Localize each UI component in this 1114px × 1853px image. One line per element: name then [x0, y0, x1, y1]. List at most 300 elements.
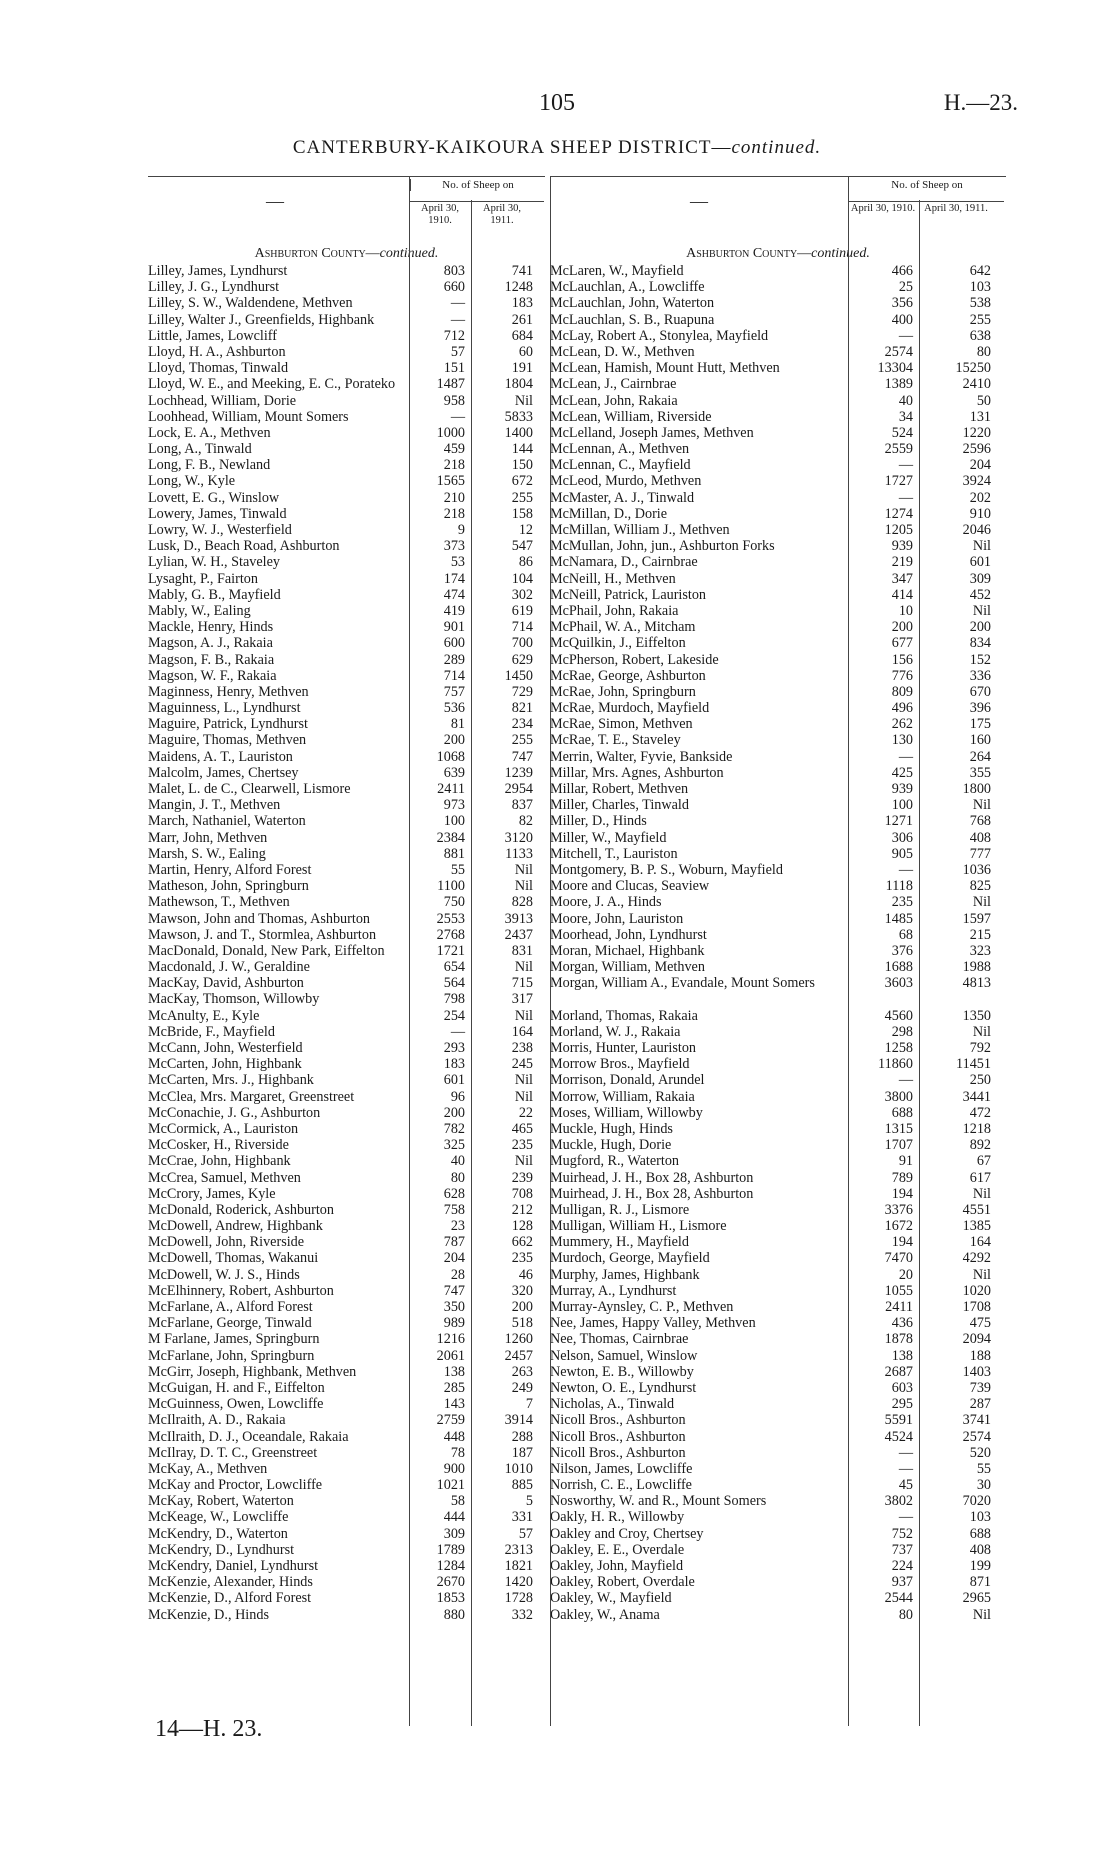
sheep-1910: 218	[443, 457, 465, 474]
owner-name: Mably, W., Ealing	[148, 602, 251, 619]
sheep-1910: 1315	[884, 1120, 913, 1137]
owner-name: McMillan, D., Dorie	[550, 505, 668, 522]
owner-name: Moore and Clucas, Seaview	[550, 878, 710, 895]
sheep-1910: 1000	[436, 424, 465, 441]
sheep-1911: 892	[969, 1137, 991, 1154]
table-row	[148, 1089, 545, 1105]
sheep-1911: 1220	[962, 424, 991, 441]
owner-name: Maguinness, L., Lyndhurst	[148, 700, 301, 717]
sheep-1911: 2046	[962, 522, 991, 538]
table-row	[550, 538, 1006, 554]
table-row	[550, 554, 1006, 570]
owner-name: Maguire, Thomas, Methven	[148, 732, 307, 749]
owner-name: McRae, T. E., Staveley	[550, 732, 681, 749]
sheep-1911: 1385	[962, 1218, 991, 1235]
sheep-1910: —	[450, 1023, 465, 1040]
table-row	[550, 846, 1006, 862]
sheep-1910: 138	[443, 1363, 465, 1380]
table-row	[550, 457, 1006, 473]
sheep-1911: Nil	[514, 392, 533, 409]
owner-name: MacDonald, Donald, New Park, Eiffelton	[148, 942, 385, 959]
table-row	[148, 1542, 545, 1558]
table-row	[148, 991, 545, 1007]
owner-name: Nicoll Bros., Ashburton	[550, 1444, 686, 1461]
sheep-1910: 787	[443, 1234, 465, 1251]
table-row	[148, 894, 545, 910]
sheep-1910: 68	[898, 926, 913, 943]
sheep-1910: 419	[443, 602, 465, 619]
table-row	[550, 1024, 1006, 1040]
owner-name: McPhail, W. A., Mitcham	[550, 619, 696, 636]
sheep-1910: —	[898, 489, 913, 506]
owner-name: McKendry, Daniel, Lyndhurst	[148, 1558, 319, 1574]
sheep-1911: Nil	[972, 894, 991, 911]
owner-name: Oakley, John, Mayfield	[550, 1558, 684, 1575]
sheep-1910: 688	[891, 1104, 913, 1121]
table-row	[148, 878, 545, 894]
sheep-1911: 191	[511, 360, 533, 377]
left-header-1911: April 30, 1911.	[483, 203, 521, 226]
table-row	[550, 1040, 1006, 1056]
table-row	[148, 441, 545, 457]
sheep-1910: 1789	[436, 1541, 465, 1558]
sheep-1910: 58	[450, 1493, 465, 1510]
owner-name: McLean, Hamish, Mount Hutt, Methven	[550, 360, 780, 377]
owner-name: Miller, D., Hinds	[550, 813, 647, 830]
page-number: 105	[539, 90, 575, 116]
sheep-1910: 803	[443, 263, 465, 279]
table-row	[148, 1040, 545, 1056]
owner-name: Moses, William, Willowby	[550, 1104, 703, 1121]
sheep-1911: 255	[511, 489, 533, 506]
sheep-1910: 1487	[436, 376, 465, 393]
sheep-1911: 80	[976, 343, 991, 360]
owner-name: Oakley, W., Mayfield	[550, 1590, 672, 1607]
table-row	[148, 1234, 545, 1250]
sheep-1910: 757	[443, 683, 465, 700]
table-row	[148, 344, 545, 360]
owner-name: McNeill, Patrick, Lauriston	[550, 586, 707, 603]
sheep-1911: 688	[969, 1525, 991, 1542]
owner-name: Magson, F. B., Rakaia	[148, 651, 275, 668]
owner-name: Lloyd, Thomas, Tinwald	[148, 360, 289, 377]
owner-name: Long, W., Kyle	[148, 473, 236, 490]
sheep-1910: 400	[891, 311, 913, 328]
sheep-1911: 642	[969, 263, 991, 279]
owner-name: McRae, Murdoch, Mayfield	[550, 700, 710, 717]
owner-name: McKay, A., Methven	[148, 1460, 268, 1477]
sheep-1910: 564	[443, 975, 465, 992]
owner-name: Muckle, Hugh, Dorie	[550, 1137, 672, 1154]
owner-name: Oakley, Robert, Overdale	[550, 1574, 695, 1591]
sheep-1911: Nil	[972, 1023, 991, 1040]
sheep-1910: 660	[443, 279, 465, 296]
table-row	[550, 1558, 1006, 1574]
table-row	[550, 490, 1006, 506]
table-row	[550, 1283, 1006, 1299]
sheep-1910: 138	[891, 1347, 913, 1364]
sheep-1911: 234	[511, 716, 533, 733]
table-row	[148, 749, 545, 765]
table-row	[550, 603, 1006, 619]
sheep-1911: 5833	[504, 408, 533, 425]
sheep-1910: 53	[450, 554, 465, 571]
owner-name: McKendry, D., Lyndhurst	[148, 1541, 295, 1558]
report-code: H.—23.	[943, 90, 1018, 115]
table-row	[148, 1445, 545, 1461]
owner-name: McClea, Mrs. Margaret, Greenstreet	[148, 1088, 355, 1105]
table-row	[550, 1089, 1006, 1105]
sheep-1910: 13304	[877, 360, 913, 377]
sheep-1911: 250	[969, 1072, 991, 1089]
owner-name: McKenzie, D., Alford Forest	[148, 1590, 312, 1607]
table-row	[148, 425, 545, 441]
sheep-1911: Nil	[514, 1088, 533, 1105]
sheep-1911: 263	[511, 1363, 533, 1380]
sheep-1911: 792	[969, 1040, 991, 1057]
owner-name: McCann, John, Westerfield	[148, 1040, 303, 1056]
table-row	[148, 1299, 545, 1315]
sheep-1911: Nil	[972, 797, 991, 814]
left-column	[148, 176, 545, 1726]
owner-name: McPherson, Robert, Lakeside	[550, 651, 719, 668]
owner-name: Millar, Mrs. Agnes, Ashburton	[550, 764, 724, 781]
sheep-1910: 2411	[885, 1299, 913, 1316]
table-row	[550, 1331, 1006, 1347]
owner-name: Merrin, Walter, Fyvie, Bankside	[550, 748, 733, 765]
owner-name: Moorhead, John, Lyndhurst	[550, 926, 707, 943]
owner-name: Magson, W. F., Rakaia	[148, 667, 277, 684]
table-row	[550, 1574, 1006, 1590]
sheep-1911: 837	[511, 797, 533, 814]
table-row	[148, 522, 545, 538]
sheep-1911: 2457	[504, 1347, 533, 1364]
table-row	[148, 1558, 545, 1574]
table-row	[550, 878, 1006, 894]
owner-name: Lylian, W. H., Staveley	[148, 554, 281, 571]
table-row	[148, 959, 545, 975]
owner-name: McKendry, D., Waterton	[148, 1525, 288, 1542]
sheep-1910: 204	[443, 1250, 465, 1267]
owner-name: Millar, Robert, Methven	[550, 781, 689, 797]
table-row	[550, 943, 1006, 959]
table-row	[148, 490, 545, 506]
sheep-1910: 1853	[436, 1590, 465, 1607]
sheep-1911: Nil	[972, 538, 991, 555]
sheep-1910: 1258	[884, 1040, 913, 1057]
table-row	[550, 393, 1006, 409]
sheep-1911: 2954	[504, 781, 533, 797]
table-row	[148, 1574, 545, 1590]
right-header-1911: April 30, 1911.	[924, 203, 988, 214]
owner-name: Marr, John, Methven	[148, 829, 268, 846]
owner-name: Mathewson, T., Methven	[148, 894, 290, 911]
table-row	[550, 1364, 1006, 1380]
table-row	[550, 409, 1006, 425]
sheep-1910: 1021	[436, 1477, 465, 1494]
owner-name: McCrea, Samuel, Methven	[148, 1169, 301, 1186]
table-row	[148, 700, 545, 716]
table-row	[550, 652, 1006, 668]
table-row	[148, 279, 545, 295]
table-row	[550, 1056, 1006, 1072]
table-row	[148, 781, 545, 797]
sheep-1910: 45	[898, 1477, 913, 1494]
district-title-continued: continued.	[731, 137, 822, 158]
sheep-1911: 200	[969, 619, 991, 636]
table-row	[148, 716, 545, 732]
sheep-1911: 825	[969, 878, 991, 895]
table-row	[148, 684, 545, 700]
sheep-1910: 151	[443, 360, 465, 377]
table-row	[550, 635, 1006, 651]
table-row	[550, 1315, 1006, 1331]
sheep-1911: 255	[511, 732, 533, 749]
sheep-1910: 459	[443, 441, 465, 458]
sheep-1911: 396	[969, 700, 991, 717]
sheep-1911: 4292	[962, 1250, 991, 1267]
sheep-1911: Nil	[514, 959, 533, 976]
sheep-1910: 881	[443, 845, 465, 862]
table-row	[550, 1072, 1006, 1088]
sheep-1910: 34	[898, 408, 913, 425]
sheep-1910: 1727	[884, 473, 913, 490]
sheep-1911: 55	[976, 1460, 991, 1477]
owner-name: McDowell, John, Riverside	[148, 1234, 305, 1251]
sheep-1911: 1728	[504, 1590, 533, 1607]
owner-name: Newton, O. E., Lyndhurst	[550, 1379, 697, 1396]
sheep-1911: 235	[511, 1250, 533, 1267]
right-sheep-label: No. of Sheep on	[848, 179, 1005, 191]
sheep-1910: 750	[443, 894, 465, 911]
owner-name: Mulligan, R. J., Lismore	[550, 1201, 690, 1218]
owner-name: McKenzie, Alexander, Hinds	[148, 1574, 313, 1591]
owner-name: McLennan, A., Methven	[550, 441, 690, 458]
owner-name: Long, F. B., Newland	[148, 457, 271, 474]
sheep-1911: 714	[511, 619, 533, 636]
table-row	[550, 1493, 1006, 1509]
owner-name: Malet, L. de C., Clearwell, Lismore	[148, 781, 351, 797]
table-row	[148, 652, 545, 668]
sheep-1910: —	[450, 311, 465, 328]
sheep-1910: 3376	[884, 1201, 913, 1218]
table-row	[550, 1380, 1006, 1396]
sheep-1911: 747	[511, 748, 533, 765]
sheep-1911: 30	[976, 1477, 991, 1494]
sheep-1910: 639	[443, 764, 465, 781]
sheep-1910: 289	[443, 651, 465, 668]
table-row	[148, 1607, 545, 1623]
table-row	[148, 1105, 545, 1121]
sheep-1910: 10	[898, 602, 913, 619]
sheep-1910: 900	[443, 1460, 465, 1477]
table-row	[148, 328, 545, 344]
owner-name: McRae, Simon, Methven	[550, 716, 693, 733]
owner-name: McKay, Robert, Waterton	[148, 1493, 294, 1510]
table-row	[148, 473, 545, 489]
table-row	[148, 360, 545, 376]
owner-name: Oakley, W., Anama	[550, 1606, 660, 1623]
sheep-1910: 989	[443, 1315, 465, 1332]
sheep-1911: 235	[511, 1137, 533, 1154]
sheep-1911: 152	[969, 651, 991, 668]
sheep-1910: 194	[891, 1234, 913, 1251]
owner-name: Matheson, John, Springburn	[148, 878, 309, 895]
sheep-1911: 22	[518, 1104, 533, 1121]
sheep-1910: 285	[443, 1379, 465, 1396]
table-row	[550, 587, 1006, 603]
right-table-header	[550, 176, 1006, 239]
right-column	[550, 176, 1006, 1726]
owner-name: McCrory, James, Kyle	[148, 1185, 276, 1202]
sheep-1911: 2094	[962, 1331, 991, 1348]
sheep-1911: 12	[518, 522, 533, 538]
sheep-1911: 1403	[962, 1363, 991, 1380]
sheep-1911: 821	[511, 700, 533, 717]
sheep-1910: 1100	[437, 878, 465, 895]
sheep-1910: 973	[443, 797, 465, 814]
table-row	[148, 1218, 545, 1234]
right-rows	[550, 263, 1006, 1623]
owner-name: McCarten, Mrs. J., Highbank	[148, 1072, 314, 1089]
sheep-1910: 309	[443, 1525, 465, 1542]
sheep-1911: 245	[511, 1056, 533, 1073]
sheep-1911: 1010	[504, 1460, 533, 1477]
table-row	[550, 376, 1006, 392]
sheep-1910: 1688	[884, 959, 913, 976]
owner-name: McLay, Robert A., Stonylea, Mayfield	[550, 327, 769, 344]
left-county-continued: continued.	[379, 246, 439, 261]
sheep-1911: 336	[969, 667, 991, 684]
table-row	[148, 975, 545, 991]
owner-name: Lloyd, W. E., and Meeking, E. C., Porateko	[148, 376, 396, 393]
sheep-1910: 3802	[884, 1493, 913, 1510]
sheep-1911: 46	[518, 1266, 533, 1283]
sheep-1911: 287	[969, 1396, 991, 1413]
sheep-1911: 215	[969, 926, 991, 943]
sheep-1911: 3924	[962, 473, 991, 490]
district-title	[0, 137, 1114, 159]
owner-name: McGirr, Joseph, Highbank, Methven	[148, 1363, 357, 1380]
sheep-1910: 40	[898, 392, 913, 409]
table-row	[148, 263, 545, 279]
owner-name: Nilson, James, Lowcliffe	[550, 1460, 693, 1477]
owner-name: Nee, James, Happy Valley, Methven	[550, 1315, 756, 1332]
owner-name: Morgan, William, Methven	[550, 959, 705, 976]
table-row	[148, 927, 545, 943]
sheep-1910: 2384	[436, 829, 465, 846]
table-row	[148, 1186, 545, 1202]
owner-name: Nelson, Samuel, Winslow	[550, 1347, 698, 1364]
owner-name: Maidens, A. T., Lauriston	[148, 748, 293, 765]
sheep-1911: 834	[969, 635, 991, 652]
table-row	[550, 1299, 1006, 1315]
sheep-1910: —	[450, 408, 465, 425]
sheep-1911: 1133	[505, 845, 533, 862]
table-row	[148, 1008, 545, 1024]
sheep-1911: Nil	[972, 1185, 991, 1202]
sheep-1911: 1597	[962, 910, 991, 927]
table-row	[550, 975, 1006, 1007]
table-row	[550, 1218, 1006, 1234]
owner-name: Newton, E. B., Willowby	[550, 1363, 694, 1380]
owner-name: Lochhead, William, Dorie	[148, 392, 297, 409]
right-divider-years	[919, 200, 920, 1726]
sheep-1911: 2410	[962, 376, 991, 393]
owner-name: Murdoch, George, Mayfield	[550, 1250, 710, 1267]
table-row	[148, 1396, 545, 1412]
owner-name: Nicoll Bros., Ashburton	[550, 1428, 686, 1445]
owner-name: Moore, John, Lauriston	[550, 910, 684, 927]
sheep-1910: 1271	[884, 813, 913, 830]
owner-name: Mangin, J. T., Methven	[148, 797, 281, 814]
table-row	[148, 1348, 545, 1364]
owner-name: Loohhead, William, Mount Somers	[148, 408, 349, 425]
sheep-1911: 472	[969, 1104, 991, 1121]
table-row	[148, 506, 545, 522]
sheep-1910: 373	[443, 538, 465, 555]
table-row	[148, 1056, 545, 1072]
sheep-1911: 1800	[962, 781, 991, 797]
owner-name: McQuilkin, J., Eiffelton	[550, 635, 686, 652]
table-row	[148, 1509, 545, 1525]
sheep-1910: 194	[891, 1185, 913, 1202]
sheep-1910: 295	[891, 1396, 913, 1413]
sheep-1911: 249	[511, 1379, 533, 1396]
table-row	[550, 862, 1006, 878]
owner-name: Magson, A. J., Rakaia	[148, 635, 273, 652]
table-row	[550, 1250, 1006, 1266]
owner-name: Mably, G. B., Mayfield	[148, 586, 281, 603]
table-row	[148, 457, 545, 473]
owner-name: McLean, William, Riverside	[550, 408, 712, 425]
table-row	[550, 1607, 1006, 1623]
owner-name: Lock, E. A., Methven	[148, 424, 271, 441]
sheep-1910: 600	[443, 635, 465, 652]
owner-name: Miller, Charles, Tinwald	[550, 797, 689, 814]
sheep-1911: 2437	[504, 926, 533, 943]
sheep-1911: 1988	[962, 959, 991, 976]
sheep-1910: 425	[891, 764, 913, 781]
table-row	[550, 263, 1006, 279]
sheep-1910: 1672	[884, 1218, 913, 1235]
table-row	[148, 846, 545, 862]
table-row	[148, 943, 545, 959]
owner-name: Mitchell, T., Lauriston	[550, 845, 678, 862]
sheep-1910: 2553	[436, 910, 465, 927]
table-row	[550, 716, 1006, 732]
sheep-1911: 239	[511, 1169, 533, 1186]
table-row	[148, 1526, 545, 1542]
sheep-1911: 4551	[962, 1201, 991, 1218]
owner-name: Lilley, S. W., Waldendene, Methven	[148, 295, 353, 312]
table-row	[148, 765, 545, 781]
owner-name: Murray, A., Lyndhurst	[550, 1282, 677, 1299]
sheep-1910: 200	[443, 732, 465, 749]
sheep-1911: 261	[511, 311, 533, 328]
sheep-1911: 1350	[962, 1007, 991, 1024]
table-row	[550, 684, 1006, 700]
owner-name: McLennan, C., Mayfield	[550, 457, 691, 474]
table-row	[550, 1542, 1006, 1558]
table-row	[550, 668, 1006, 684]
owner-name: McLauchlan, S. B., Ruapuna	[550, 311, 715, 328]
sheep-1910: 7470	[884, 1250, 913, 1267]
sheep-1910: 1118	[885, 878, 913, 895]
sheep-1910: 2544	[884, 1590, 913, 1607]
owner-name: Morrow Bros., Mayfield	[550, 1056, 690, 1073]
sheep-1911: 15250	[955, 360, 991, 377]
